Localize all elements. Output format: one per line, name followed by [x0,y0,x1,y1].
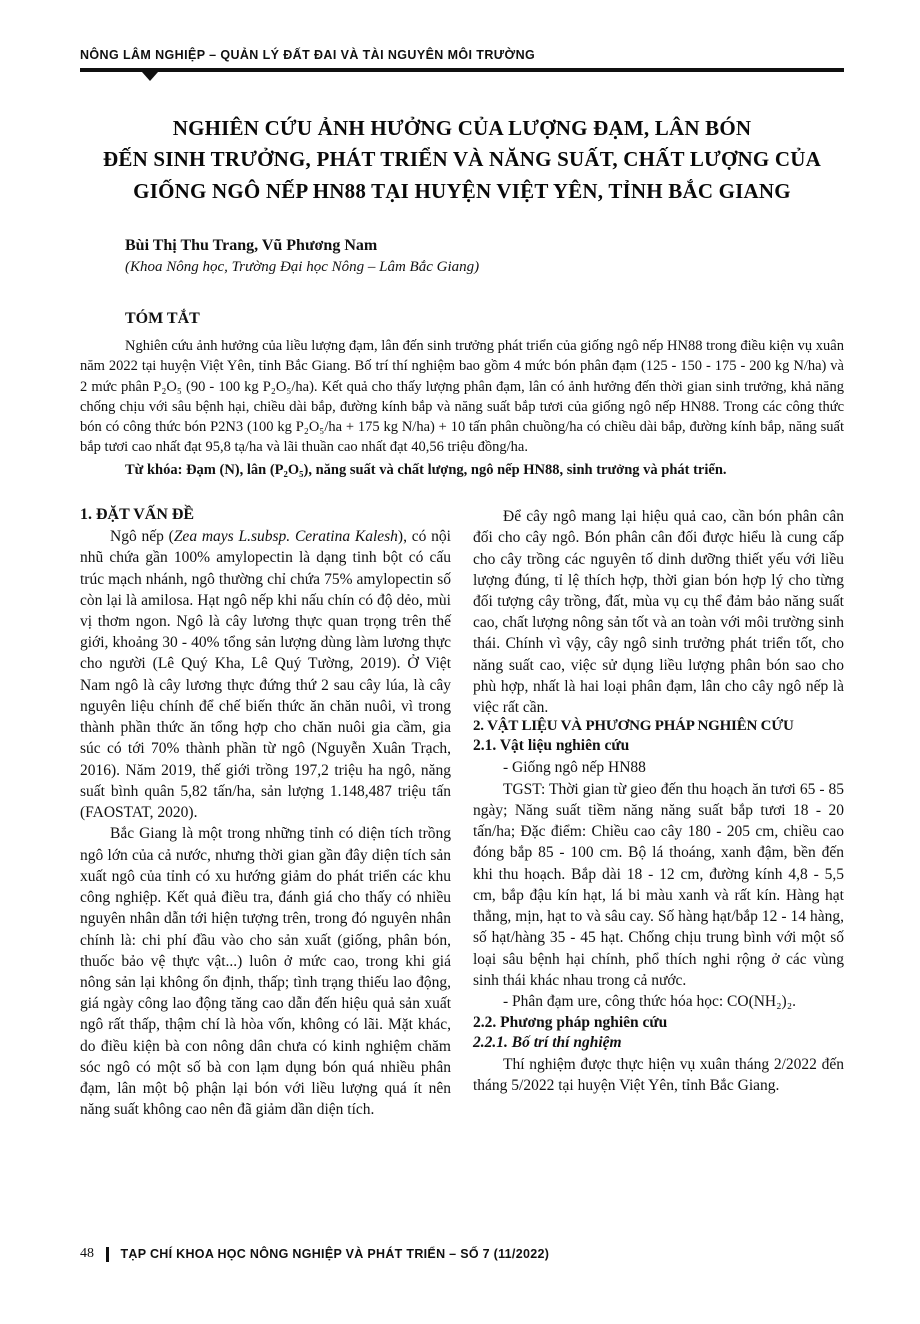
title-line: GIỐNG NGÔ NẾP HN88 TẠI HUYỆN VIỆT YÊN, TỈNH BẮC GIANG [133,178,791,203]
footer-page-number: 48 [80,1246,94,1261]
paragraph-text: ), có nội nhũ chứa gần 100% amylopectin là dạng tinh bột có cấu trúc mạch nhánh, ngô thường chỉ chứa 75% amylopectin số còn lại là amilosa. Hạt ngô nếp khi nấu chín có độ dẻo, mùi vị thơm ngon. Ngô là cây lương thực quan trọng trên thế giới, khoảng 30 - 40% tổng sản lượng dùng làm lương thực cho người (Lê Quý Kha, Lê Quý Tường, 2019). Ở Việt Nam ngô là cây lương thực đứng thứ 2 sau cây lúa, là cây nguyên liệu chính để chế biến thức ăn chăn nuôi, vì trong thành phần thức ăn tổng hợp cho chăn nuôi gia cầm, gia súc có tới 70% thành phần từ ngô (Nguyễn Xuân Trạch, 2016). Năm 2019, thế giới trồng 197,2 triệu ha ngô, năng suất bình quân 5,82 tấn/ha, sản lượng 1.148,487 triệu tấn (FAOSTAT, 2020). [80,528,451,822]
section-1-heading: 1. ĐẶT VẤN ĐỀ [80,506,195,524]
section-1-paragraph-1 [80,526,451,823]
material-item-1: - Giống ngô nếp HN88 [503,759,646,777]
footer-separator [106,1247,109,1262]
section-2-2-1-heading: 2.2.1. Bố trí thí nghiệm [473,1034,622,1052]
authors: Bùi Thị Thu Trang, Vũ Phương Nam [125,237,378,254]
experiment-paragraph: Thí nghiệm được thực hiện vụ xuân tháng 2/2022 đến tháng 5/2022 tại huyện Việt Yên, tỉnh Bắc Giang. [473,1056,844,1095]
affiliation: (Khoa Nông học, Trường Đại học Nông – Lâm Bắc Giang) [125,259,480,275]
page-footer [80,1246,844,1262]
page-header [80,48,844,81]
title-line: ĐẾN SINH TRƯỞNG, PHÁT TRIỂN VÀ NĂNG SUẤT, CHẤT LƯỢNG CỦA [103,147,821,171]
left-column [80,506,451,1121]
section-2-2-heading: 2.2. Phương pháp nghiên cứu [473,1014,668,1032]
species-name-italic: Zea mays L.subsp. Ceratina Kalesh [173,528,398,546]
variety-description-paragraph: TGST: Thời gian từ gieo đến thu hoạch ăn tươi 65 - 85 ngày; Năng suất tiềm năng năng suất bắp tươi 18 - 20 tấn/ha; Đặc điểm: Chiều cao cây 180 - 205 cm, chiều cao đóng bắp 85 - 100 cm. Bộ lá thoáng, xanh đậm, bền đến khi thu hoạch. Bắp dài 18 - 12 cm, đường kính 4,8 - 5,5 cm, bắp đậu kín hạt, lá bi màu xanh và rất kín. Hàng hạt thẳng, mịn, hạt to và sâu cay. Số hàng hạt/bắp 12 - 14 hàng, số hạt/hàng 35 - 45 hạt. Chống chịu trung bình với một số loại sâu bệnh hại chính, phổ thích nghi rộng ở các vùng sinh thái khác nhau trong cả nước. [473,780,844,989]
triangle-marker-icon [142,72,158,81]
abstract-body: Nghiên cứu ảnh hưởng của liều lượng đạm, lân đến sinh trưởng phát triển của giống ngô nếp HN88 trong điều kiện vụ xuân năm 2022 tại huyện Việt Yên, tỉnh Bắc Giang. Bố trí thí nghiệm bao gồm 4 mức bón phân đạm (125 - 150 - 175 - 200 kg N/ha) và 2 mức phân P₂O₅ (90 - 100 kg P₂O₅/ha). Kết quả cho thấy lượng phân đạm, lân có ảnh hưởng đến thời gian sinh trưởng, khả năng chống chịu với sâu bệnh hại, chiều dài bắp, đường kính bắp và năng suất bắp tươi của giống ngô nếp HN88. Trong các công thức bón có công thức bón P2N3 (100 kg P₂O₅/ha + 175 kg N/ha) + 10 tấn phân chuồng/ha có chiều dài bắp, đường kính bắp, năng suất bắp tươi cao nhất đạt 95,8 tạ/ha và lãi thuần cao nhất đạt 40,56 triệu đồng/ha. [80,338,844,456]
article-title [80,113,844,208]
abstract-keywords: Từ khóa: Đạm (N), lân (P₂O₅), năng suất và chất lượng, ngô nếp HN88, sinh trưởng và phát triển. [125,461,727,478]
section-2-1-heading: 2.1. Vật liệu nghiên cứu [473,737,630,755]
section-1-paragraph-3: Để cây ngô mang lại hiệu quả cao, cần bón phân cân đối cho cây ngô. Bón phân cân đối được hiểu là cung cấp cho cây trồng các nguyên tố dinh dưỡng thiết yếu với liều lượng đúng, tỉ lệ thích hợp, thời gian bón hợp lý cho từng đối tượng cây trồng, đất, mùa vụ cụ thể đảm bảo năng suất cao, chất lượng nông sản tốt và an toàn với môi trường sinh thái. Chính vì vậy, cây ngô sinh trưởng phát triển tốt, cho năng suất cao, việc sử dụng liều lượng phân bón sao cho phù hợp, nhất là hai loại phân đạm, lân cho cây ngô nếp là việc rất cần. [473,508,844,717]
section-2-heading: 2. VẬT LIỆU VÀ PHƯƠNG PHÁP NGHIÊN CỨU [473,718,794,735]
footer-journal-title: TẠP CHÍ KHOA HỌC NÔNG NGHIỆP VÀ PHÁT TRIỂN – SỐ 7 (11/2022) [120,1247,550,1261]
authors-block [125,237,844,276]
right-column [473,506,844,1121]
running-head: NÔNG LÂM NGHIỆP – QUẢN LÝ ĐẤT ĐAI VÀ TÀI NGUYÊN MÔI TRƯỜNG [80,48,536,62]
material-item-2: - Phân đạm ure, công thức hóa học: CO(NH₂)₂. [503,993,796,1010]
title-line: NGHIÊN CỨU ẢNH HƯỞNG CỦA LƯỢNG ĐẠM, LÂN BÓN [172,115,752,140]
two-column-body [80,506,844,1121]
section-1-paragraph-2: Bắc Giang là một trong những tỉnh có diện tích trồng ngô lớn của cả nước, nhưng thời gian gần đây diện tích sản xuất ngô của tỉnh có xu hướng giảm do phát triển các khu công nghiệp. Kết quả điều tra, đánh giá cho thấy có nhiều nguyên nhân dẫn tới hiện tượng trên, trong đó nguyên nhân chính là: chi phí đầu vào cho sản xuất (giống, phân bón, thuốc bảo vệ thực vật...) luôn ở mức cao, trong khi giá nông sản lại không ổn định, thấp; tình trạng thiếu lao động, giá ngày công lao động tăng cao dẫn đến hiệu quả sản xuất ngô rất thấp, thậm chí là hòa vốn, không có lãi. Mặt khác, do điều kiện bà con nông dân chưa có kinh nghiệm chăm sóc ngô có một số bà con lạm dụng bón quá nhiều phân đạm, lân một bộ phận lại bón với liều lượng quá ít nên năng suất không cao nên đã giảm dần diện tích. [80,825,451,1119]
abstract-heading: TÓM TẮT [125,310,200,327]
header-rule [80,68,844,72]
abstract-section [80,310,844,480]
paragraph-text: Ngô nếp ( [110,528,174,546]
